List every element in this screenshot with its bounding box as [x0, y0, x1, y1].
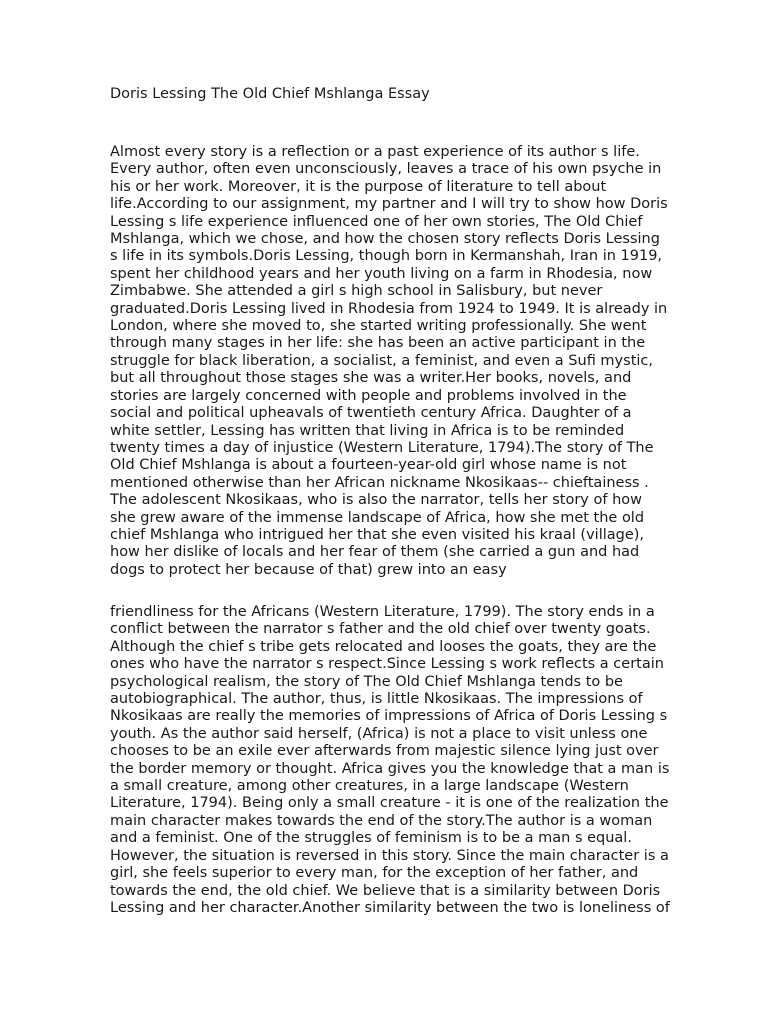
- text-line: life.According to our assignment, my partner and I will try to show how Doris: [110, 196, 668, 213]
- document-title: Doris Lessing The Old Chief Mshlanga Essay: [110, 86, 430, 102]
- text-line: autobiographical. The author, thus, is little Nkosikaas. The impressions of: [110, 691, 643, 708]
- text-line: struggle for black liberation, a socialist, a feminist, and even a Sufi mystic,: [110, 352, 653, 369]
- text-line: chooses to be an exile ever afterwards from majestic silence lying just over: [110, 743, 659, 760]
- text-line: main character makes towards the end of the story.The author is a woman: [110, 812, 653, 829]
- text-line: Nkosikaas are really the memories of impressions of Africa of Doris Lessing s: [110, 708, 668, 725]
- text-line: Lessing s life experience influenced one of her own stories, The Old Chief: [110, 213, 643, 230]
- body-paragraph-2: [110, 604, 670, 917]
- text-line: but all throughout those stages she was a writer.Her books, novels, and: [110, 370, 632, 387]
- text-line: mentioned otherwise than her African nickname Nkosikaas-- chieftainess .: [110, 474, 649, 491]
- text-line: chief Mshlanga who intrigued her that she even visited his kraal (village),: [110, 526, 645, 543]
- text-line: conflict between the narrator s father and the old chief over twenty goats.: [110, 621, 651, 638]
- text-line: dogs to protect her because of that) grew into an easy: [110, 561, 507, 578]
- text-line: social and political upheavals of twentieth century Africa. Daughter of a: [110, 405, 632, 422]
- text-line: twenty times a day of injustice (Western Literature, 1794).The story of The: [110, 439, 654, 456]
- text-line: his or her work. Moreover, it is the purpose of literature to tell about: [110, 178, 607, 195]
- text-line: spent her childhood years and her youth living on a farm in Rhodesia, now: [110, 265, 653, 282]
- text-line: ones who have the narrator s respect.Since Lessing s work reflects a certain: [110, 656, 664, 673]
- text-line: girl, she feels superior to every man, for the exception of her father, and: [110, 865, 639, 882]
- text-line: towards the end, the old chief. We believe that is a similarity between Doris: [110, 882, 661, 899]
- text-line: through many stages in her life: she has been an active participant in the: [110, 335, 646, 352]
- text-line: Old Chief Mshlanga is about a fourteen-year-old girl whose name is not: [110, 457, 627, 474]
- text-line: Lessing and her character.Another similarity between the two is loneliness of: [110, 899, 670, 916]
- text-line: a small creature, among other creatures, in a large landscape (Western: [110, 778, 629, 795]
- text-line: Almost every story is a reflection or a past experience of its author s life.: [110, 144, 640, 160]
- body-paragraph-1: [110, 144, 668, 579]
- text-line: London, where she moved to, she started writing professionally. She went: [110, 318, 647, 335]
- text-line: graduated.Doris Lessing lived in Rhodesia from 1924 to 1949. It is already in: [110, 300, 668, 317]
- text-line: Literature, 1794). Being only a small creature - it is one of the realization the: [110, 795, 669, 812]
- text-line: youth. As the author said herself, (Africa) is not a place to visit unless one: [110, 725, 648, 742]
- text-line: friendliness for the Africans (Western Literature, 1799). The story ends in a: [110, 604, 655, 620]
- text-line: psychological realism, the story of The Old Chief Mshlanga tends to be: [110, 673, 623, 690]
- text-line: and a feminist. One of the struggles of feminism is to be a man s equal.: [110, 830, 632, 847]
- text-line: However, the situation is reversed in this story. Since the main character is a: [110, 847, 669, 864]
- text-line: how her dislike of locals and her fear of them (she carried a gun and had: [110, 544, 640, 561]
- text-line: s life in its symbols.Doris Lessing, though born in Kermanshah, Iran in 1919,: [110, 248, 663, 265]
- text-line: she grew aware of the immense landscape of Africa, how she met the old: [110, 509, 645, 526]
- text-line: white settler, Lessing has written that living in Africa is to be reminded: [110, 422, 625, 439]
- text-line: Zimbabwe. She attended a girl s high school in Salisbury, but never: [110, 283, 603, 300]
- text-line: Mshlanga, which we chose, and how the chosen story reflects Doris Lessing: [110, 231, 660, 248]
- text-line: the border memory or thought. Africa gives you the knowledge that a man is: [110, 760, 670, 777]
- text-line: The adolescent Nkosikaas, who is also the narrator, tells her story of how: [110, 492, 643, 509]
- text-line: stories are largely concerned with people and problems involved in the: [110, 387, 627, 404]
- text-line: Every author, often even unconsciously, leaves a trace of his own psyche in: [110, 161, 662, 178]
- text-line: Although the chief s tribe gets relocated and looses the goats, they are the: [110, 638, 657, 655]
